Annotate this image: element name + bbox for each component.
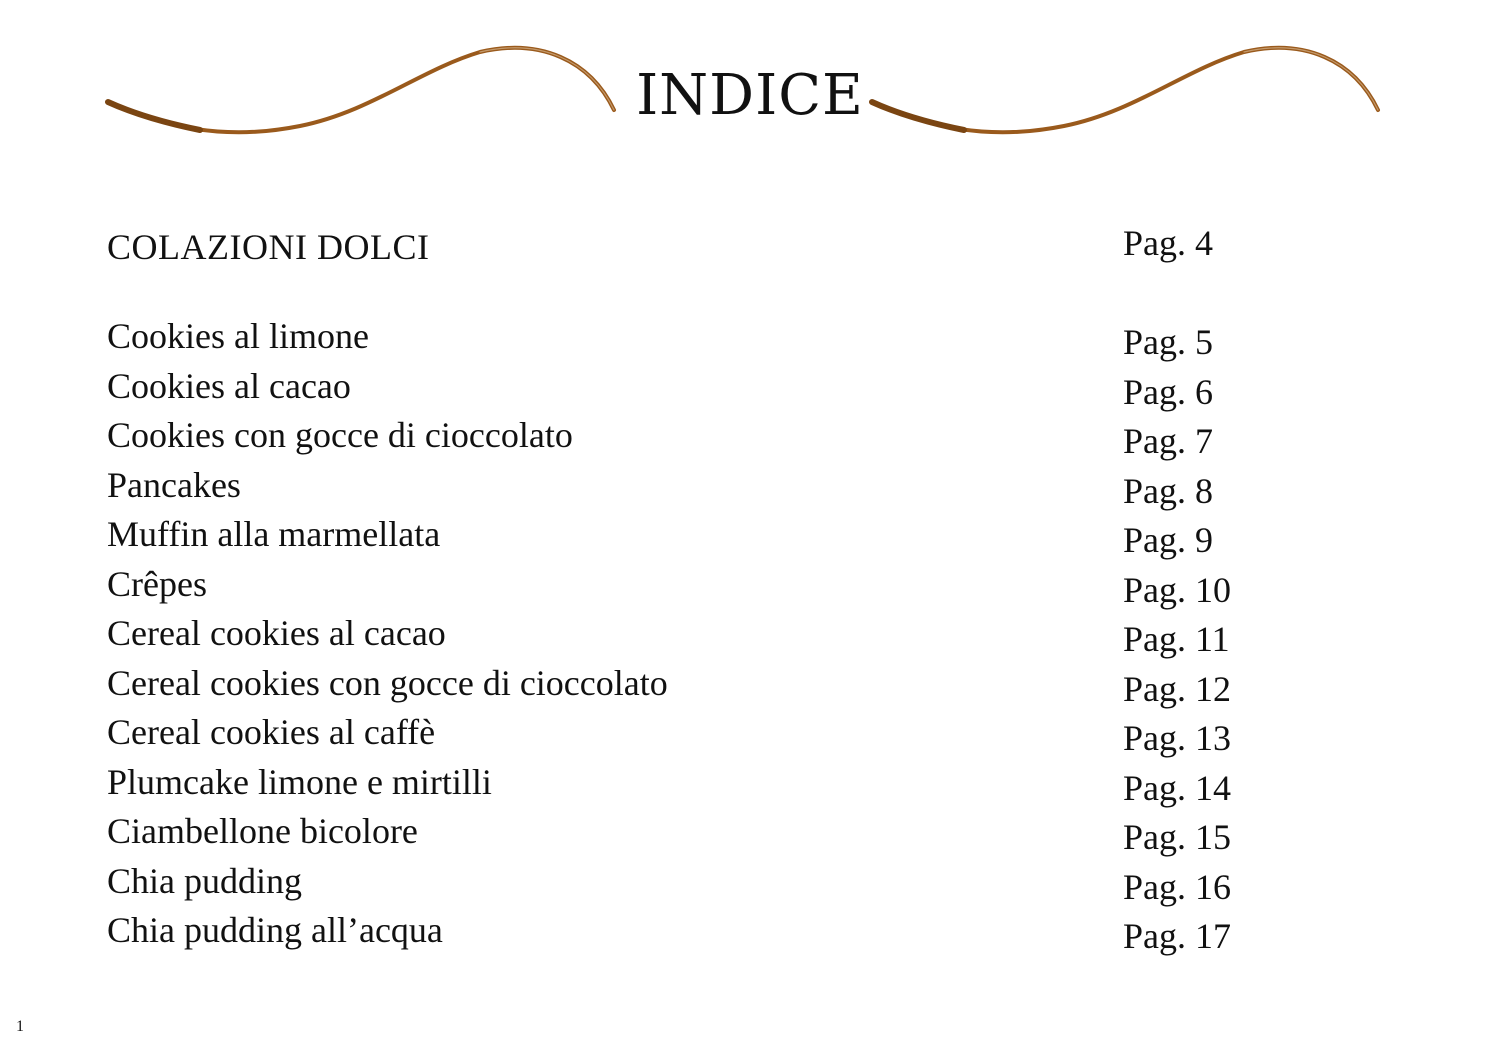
toc-item-name: Cookies con gocce di cioccolato (107, 415, 573, 455)
section-title: COLAZIONI DOLCI (107, 227, 430, 267)
toc-item (107, 564, 1407, 614)
toc-item-name: Cookies al limone (107, 316, 369, 356)
toc-item-name: Ciambellone bicolore (107, 811, 418, 851)
toc-item (107, 514, 1407, 564)
toc-item (107, 910, 1407, 960)
page-number: 1 (16, 1018, 24, 1035)
toc-item-page: Pag. 13 (1123, 718, 1231, 758)
toc-item-name: Chia pudding (107, 860, 302, 901)
toc-item-page: Pag. 6 (1123, 371, 1213, 412)
toc-item (107, 811, 1407, 861)
toc-item (107, 415, 1407, 465)
toc-item-name: Cereal cookies al caffè (107, 712, 436, 752)
toc-item (107, 613, 1407, 663)
toc-item-page: Pag. 7 (1123, 421, 1213, 461)
toc-item-page: Pag. 11 (1123, 619, 1230, 659)
toc-item-name: Cookies al cacao (107, 365, 351, 406)
toc-item-page: Pag. 12 (1123, 668, 1231, 709)
toc-item-name: Muffin alla marmellata (107, 514, 441, 554)
toc-item (107, 861, 1407, 911)
toc-item (107, 366, 1407, 416)
page-title: INDICE (636, 63, 864, 128)
toc-item (107, 762, 1407, 812)
toc-item-page: Pag. 9 (1123, 520, 1213, 560)
toc-item-name: Plumcake limone e mirtilli (107, 761, 492, 802)
toc-item-page: Pag. 16 (1123, 866, 1231, 907)
toc-item-page: Pag. 14 (1123, 767, 1231, 808)
toc-item (107, 663, 1407, 713)
toc-item-name: Cereal cookies al cacao (107, 613, 446, 653)
toc-item-name: Cereal cookies con gocce di cioccolato (107, 662, 668, 703)
toc-item (107, 465, 1407, 515)
toc-item-page: Pag. 5 (1123, 322, 1213, 362)
section-row (107, 222, 1407, 272)
toc-item-page: Pag. 17 (1123, 916, 1231, 956)
toc-item (107, 712, 1407, 762)
section-page: Pag. 4 (1123, 223, 1213, 263)
toc-item-name: Pancakes (107, 464, 241, 505)
toc-item-page: Pag. 15 (1123, 817, 1231, 857)
toc-list (107, 316, 1407, 960)
toc-item-page: Pag. 8 (1123, 470, 1213, 511)
toc-item (107, 316, 1407, 366)
toc-item-name: Chia pudding all’acqua (107, 910, 443, 950)
toc-item-page: Pag. 10 (1123, 569, 1231, 610)
toc-item-name: Crêpes (107, 563, 207, 604)
